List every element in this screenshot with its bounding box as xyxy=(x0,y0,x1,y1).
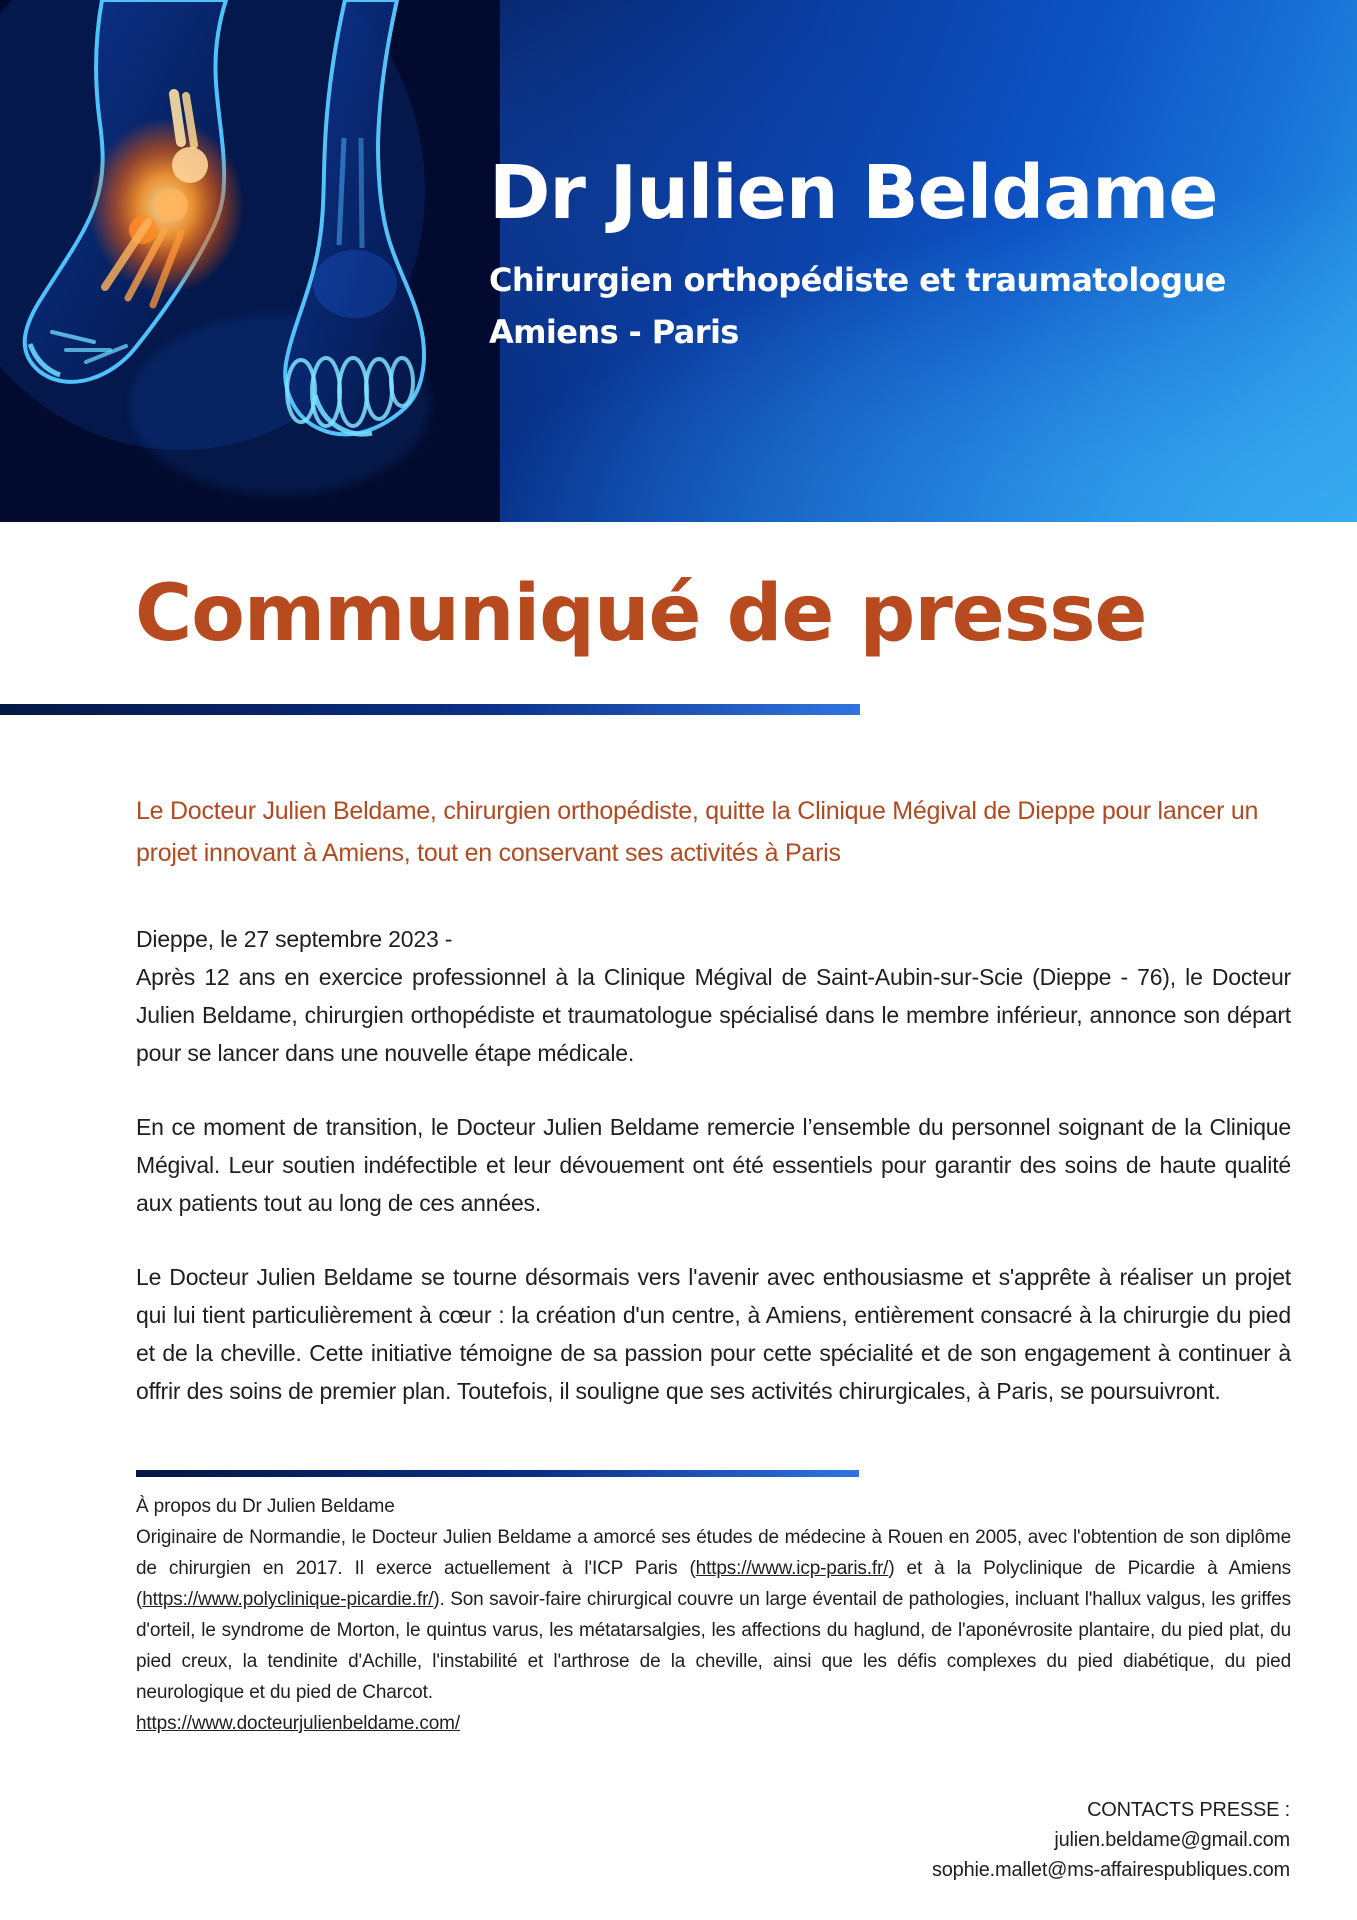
about-text-1: Originaire de Normandie, le Docteur Julien Beldame a amorcé ses études de médecine à Rouen en 2005, avec l'obtention de son diplôme de chirurgien en 2017. Il exerce actuellement à l'ICP Paris ( xyxy=(136,1527,1291,1579)
contacts-heading: CONTACTS PRESSE : xyxy=(1087,1799,1290,1821)
about-text-2: ) et à la Polyclinique de Picardie à Amiens ( xyxy=(136,1558,1291,1610)
foot-xray-illustration xyxy=(0,0,500,522)
doctor-role xyxy=(489,254,1329,358)
press-release-title: Communiqué de presse xyxy=(135,569,1147,659)
about-description xyxy=(136,1522,1291,1708)
contact-email-1: julien.beldame@gmail.com xyxy=(1054,1829,1290,1851)
lead-paragraph: Le Docteur Julien Beldame, chirurgien orthopédiste, quitte la Clinique Mégival de Dieppe pour lancer un projet innovant à Amiens, tout en conservant ses activités à Paris xyxy=(136,797,1259,867)
press-contacts xyxy=(860,1795,1290,1885)
contact-email-2: sophie.mallet@ms-affairespubliques.com xyxy=(931,1859,1290,1881)
dateline: Dieppe, le 27 septembre 2023 - xyxy=(136,926,453,952)
header-text xyxy=(489,150,1329,358)
doctor-name: Dr Julien Beldame xyxy=(489,150,1218,236)
doctor-location: Amiens - Paris xyxy=(489,313,739,351)
body-paragraph-2: En ce moment de transition, le Docteur Julien Beldame remercie l’ensemble du personnel soignant de la Clinique Mégival. Leur soutien indéfectible et leur dévouement ont été essentiels pour garantir des soins de haute qualité aux patients tout au long de ces années. xyxy=(136,1114,1291,1216)
doctor-specialty: Chirurgien orthopédiste et traumatologue xyxy=(489,261,1226,299)
body-paragraph-3: Le Docteur Julien Beldame se tourne désormais vers l'avenir avec enthousiasme et s'apprête à réaliser un projet qui lui tient particulièrement à cœur : la création d'un centre, à Amiens, entièrement consacré à la chirurgie du pied et de la cheville. Cette initiative témoigne de sa passion pour cette spécialité et de son engagement à continuer à offrir des soins de premier plan. Toutefois, il souligne que ses activités chirurgicales, à Paris, se poursuivront. xyxy=(136,1264,1291,1404)
about-heading: À propos du Dr Julien Beldame xyxy=(136,1496,395,1517)
icp-paris-link[interactable]: https://www.icp-paris.fr/ xyxy=(695,1558,889,1579)
top-divider xyxy=(0,704,860,715)
about-text-3: ). Son savoir-faire chirurgical couvre un large éventail de pathologies, incluant l'hallux valgus, les griffes d'orteil, le syndrome de Morton, le quintus varus, les métatarsalgies, les affections du haglund, de l'aponévrosite plantaire, du pied plat, du pied creux, la tendinite d'Achille, l'instabilité et l'arthrose de la cheville, ainsi que les défis complexes du pied diabétique, du pied neurologique et du pied de Charcot. xyxy=(136,1589,1291,1703)
header-banner xyxy=(0,0,1357,522)
website-link[interactable]: https://www.docteurjulienbeldame.com/ xyxy=(136,1713,460,1734)
middle-divider xyxy=(136,1470,859,1477)
press-release-body xyxy=(136,920,1291,1410)
about-section xyxy=(136,1491,1291,1739)
polyclinique-link[interactable]: https://www.polyclinique-picardie.fr/ xyxy=(142,1589,434,1610)
body-paragraph-1: Après 12 ans en exercice professionnel à la Clinique Mégival de Saint-Aubin-sur-Scie (Dieppe - 76), le Docteur Julien Beldame, chirurgien orthopédiste et traumatologue spécialisé dans le membre inférieur, annonce son départ pour se lancer dans une nouvelle étape médicale. xyxy=(136,964,1291,1066)
